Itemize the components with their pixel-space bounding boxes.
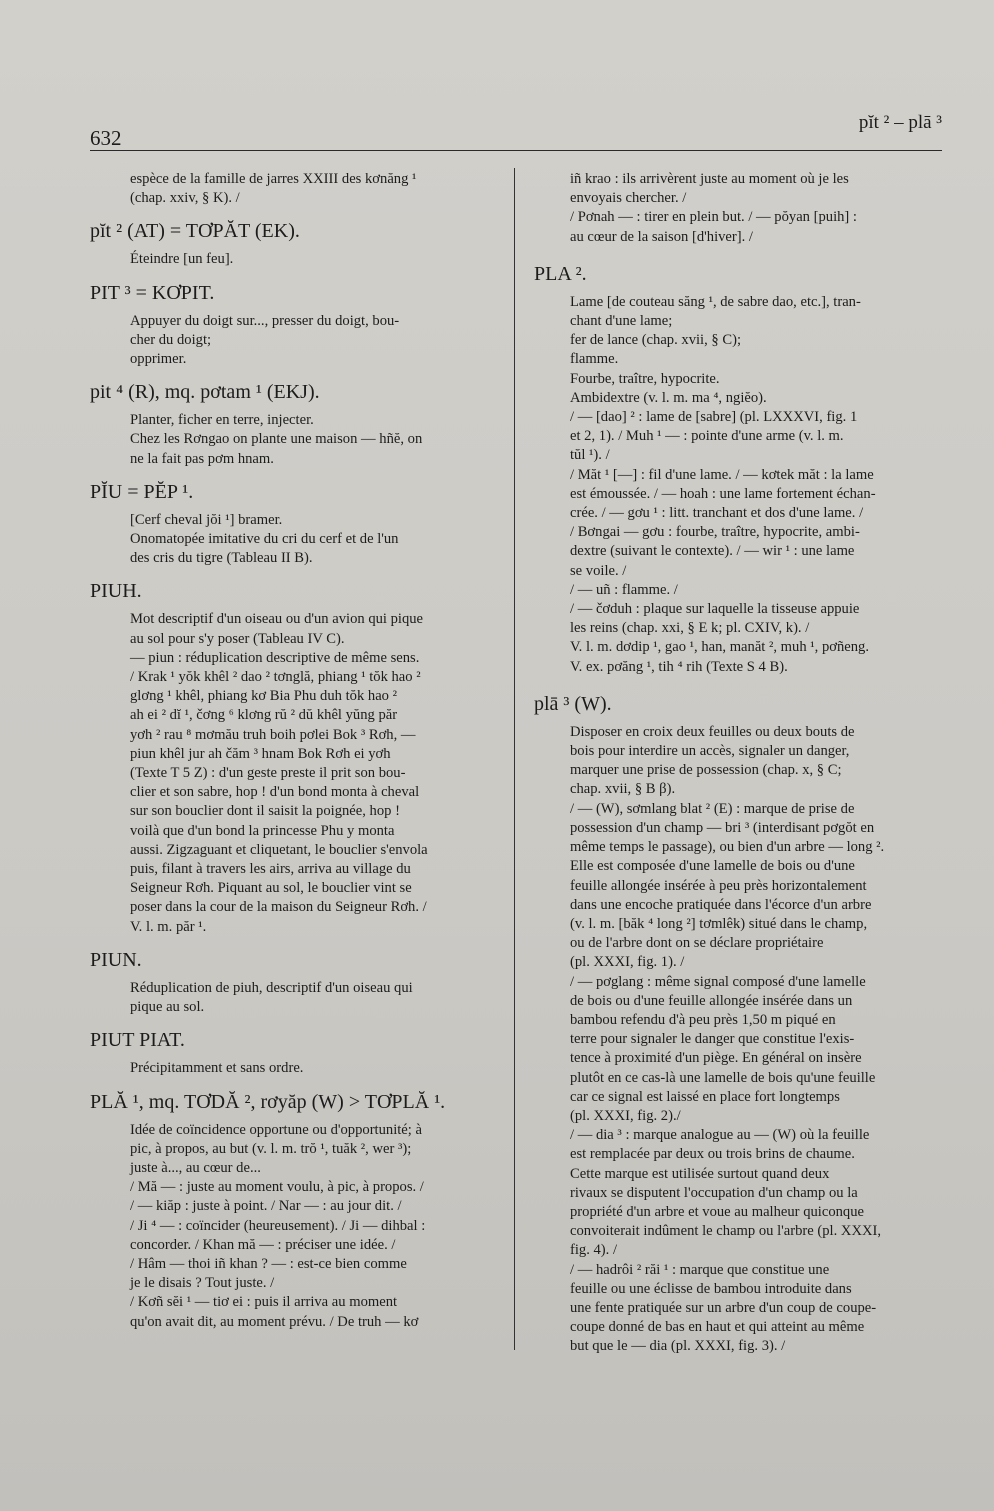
column-divider [514,168,515,1350]
text-line: des cris du tigre (Tableau II B). [130,550,313,567]
text-line: fig. 4). / [570,1242,618,1259]
headword: PLA ². [534,262,587,285]
text-line: feuille ou une éclisse de bambou introduite dans [570,1280,852,1297]
text-line: / Mă — : juste au moment voulu, à pic, à propos. / [130,1179,424,1196]
text-line: chant d'une lame; [570,313,673,330]
text-line: [Cerf cheval jŏi ¹] bramer. [130,511,283,528]
text-line: poser dans la cour de la maison du Seigneur Rơh. / [130,899,427,916]
text-line: Appuyer du doigt sur..., presser du doigt, bou- [130,312,400,329]
text-line: pic, à propos, au but (v. l. m. trŏ ¹, tuăk ², wer ³); [130,1140,412,1157]
text-line: / — kiăp : juste à point. / Nar — : au jour dit. / [130,1198,402,1215]
dictionary-entry [536,261,941,677]
text-line: (v. l. m. [băk ⁴ long ²] tơmlêk) situé dans le champ, [570,915,868,932]
dictionary-entry [92,1027,504,1078]
text-line: au sol pour s'y poser (Tableau IV C). [130,630,345,647]
text-line: / Ji ⁴ — : coïncider (heureusement). / Ji — dihbal : [130,1217,426,1234]
continuation-text [130,170,504,208]
dictionary-entry [92,280,504,370]
text-line: Seigneur Rơh. Piquant au sol, le bouclier vint se [130,880,412,897]
text-line: (Texte T 5 Z) : d'un geste preste il prit son bou- [130,765,406,782]
text-line: car ce signal est laissé en place fort longtemps [570,1088,840,1105]
headword: PIT ³ = KƠPIT. [90,281,215,304]
text-line: propriété d'un arbre et voue au malheur quiconque [570,1203,864,1220]
text-line: Disposer en croix deux feuilles ou deux bouts de [570,723,855,740]
text-line: / — [dao] ² : lame de [sabre] (pl. LXXXVI, fig. 1 [570,409,858,426]
text-line: Chez les Rơngao on plante une maison — hñĕ, on [130,431,423,448]
text-line: ou de l'arbre dont on se déclare propriétaire [570,935,824,952]
dictionary-entry [92,379,504,469]
text-line: tence à proximité d'un piège. En général on insère [570,1050,862,1067]
text-line: convoiterait indûment le champ ou l'arbre (pl. XXXI, [570,1223,882,1240]
text-line: marquer une prise de possession (chap. x, § C; [570,762,842,779]
definition [130,511,504,569]
text-line: piun khêl jur ah čăm ³ hnam Bok Rơh ei yơh [130,745,391,762]
text-line: fer de lance (chap. xvii, § C); [570,332,741,349]
text-line: but que le — dia (pl. XXXI, fig. 3). / [570,1338,786,1355]
dictionary-entry [92,578,504,936]
text-line: Elle est composée d'une lamelle de bois ou d'une [570,858,855,875]
text-line: Réduplication de piuh, descriptif d'un oiseau qui [130,979,413,996]
text-line: terre pour signaler le danger que constitue l'exis- [570,1031,855,1048]
text-line: envoyais chercher. / [570,190,687,207]
definition [130,312,504,370]
text-line: chap. xvii, § B β). [570,781,676,798]
text-line: Idée de coïncidence opportune ou d'opportunité; à [130,1121,422,1138]
headword: PIUH. [90,580,142,603]
dictionary-entry [92,479,504,569]
text-line: feuille allongée insérée à peu près horizontalement [570,877,867,894]
text-line: — piun : réduplication descriptive de même sens. [130,649,420,666]
text-line: dextre (suivant le contexte). / — wir ¹ : une lame [570,543,855,560]
text-line: et 2, 1). / Muh ¹ — : pointe d'une arme (v. l. m. [570,428,844,445]
text-line: concorder. / Khan mă — : préciser une idée. / [130,1236,396,1253]
headword: plā ³ (W). [534,692,612,715]
definition [130,411,504,469]
text-line: puis, filant à travers les airs, arriva au village du [130,861,411,878]
text-line: crée. / — gơu ¹ : litt. tranchant et dos d'une lame. / [570,505,864,522]
definition [130,610,504,936]
definition [130,1059,504,1078]
continuation-text [570,170,941,247]
definition [130,1121,504,1332]
text-line: / Kơñ sĕi ¹ — tiơ ei : puis il arriva au moment [130,1294,398,1311]
text-line: voilà que d'un bond la princesse Phu y monta [130,822,395,839]
definition [130,979,504,1017]
text-line: est remplacée par deux ou trois brins de chaume. [570,1146,855,1163]
text-line: Précipitamment et sans ordre. [130,1060,304,1077]
text-line: coupe donné de bas en haut et qui atteint au même [570,1319,865,1336]
dictionary-entry [92,947,504,1017]
text-line: V. l. m. păr ¹. [130,918,207,935]
text-line: ah ei ² dĭ ¹, čơng ⁶ klơng rŭ ² dŭ khêl yŭng păr [130,707,398,724]
text-line: même temps le passage), ou bien d'un arbre — long ². [570,839,885,856]
text-line: iñ krao : ils arrivèrent juste au moment où je les [570,171,849,187]
page-header [90,112,942,150]
dictionary-entry [536,691,941,1357]
headword: PLĂ ¹, mq. TƠDĂ ², rơyăp (W) > TƠPLĂ ¹. [90,1090,446,1113]
text-line: les reins (chap. xxi, § E k; pl. CXIV, k). / [570,620,810,637]
text-line: clier et son sabre, hop ! d'un bond monta à cheval [130,784,420,801]
header-rule [90,150,942,151]
headword: PIUT PIAT. [90,1029,185,1052]
page-number: 632 [90,126,122,150]
text-line: une fente pratiquée sur un arbre d'un coup de coupe- [570,1299,877,1316]
text-line: sur son bouclier dont il saisit la poignée, hop ! [130,803,400,820]
text-line: je le disais ? Tout juste. / [130,1275,275,1292]
text-line: tŭl ¹). / [570,447,610,464]
text-line: bois pour interdire un accès, signaler un danger, [570,743,850,760]
text-line: (pl. XXXI, fig. 1). / [570,954,685,971]
text-line: Planter, ficher en terre, injecter. [130,412,314,429]
text-line: Mot descriptif d'un oiseau ou d'un avion qui pique [130,611,424,628]
text-line: cher du doigt; [130,331,212,348]
headword: pit ⁴ (R), mq. pơtam ¹ (EKJ). [90,381,320,404]
text-line: / — čơduh : plaque sur laquelle la tisseuse appuie [570,601,860,618]
text-line: au cœur de la saison [d'hiver]. / [570,228,753,245]
right-column [536,170,941,1367]
text-line: espèce de la famille de jarres XXIII des kơnăng ¹ [130,171,417,187]
text-line: / — dia ³ : marque analogue au — (W) où la feuille [570,1127,870,1144]
text-line: / Bơngai — gơu : fourbe, traître, hypocrite, ambi- [570,524,860,541]
running-head: pĭt ² – plā ³ [858,112,942,133]
text-line: yơh ² rau ⁸ mơmău truh boih pơlei Bok ³ Rơh, — [130,726,416,743]
text-line: Ambidextre (v. l. m. ma ⁴, ngiĕo). [570,389,767,406]
text-line: / — hadrôi ² răi ¹ : marque que constitue une [570,1261,830,1278]
text-line: / Pơnah — : tirer en plein but. / — pŏyan [puih] : [570,209,857,226]
headword: PĬU = PĔP ¹. [90,480,194,503]
text-line: pique au sol. [130,999,205,1016]
dictionary-entry [92,218,504,269]
headword: pĭt ² (AT) = TƠPĂT (EK). [90,220,300,243]
text-line: rivaux se disputent l'occupation d'un champ ou la [570,1184,858,1201]
definition [570,723,941,1357]
text-line: qu'on avait dit, au moment prévu. / De truh — kơ [130,1313,419,1330]
text-line: / — pơglang : même signal composé d'une lamelle [570,973,866,990]
text-line: opprimer. [130,351,187,368]
definition [130,250,504,269]
text-line: / Hâm — thoi iñ khan ? — : est-ce bien comme [130,1255,407,1272]
definition [570,293,941,677]
text-line: Cette marque est utilisée surtout quand deux [570,1165,830,1182]
text-line: possession d'un champ — bri ³ (interdisant pơgŏt en [570,819,875,836]
text-line: plutôt en ce cas-là une lamelle de bois qu'une feuille [570,1069,876,1086]
text-line: juste à..., au cœur de... [130,1159,261,1176]
text-line: Éteindre [un feu]. [130,251,234,268]
text-line: glơng ¹ khêl, phiang kơ Bia Phu duh tŏk hao ² [130,688,397,705]
dictionary-entry [92,1089,504,1332]
text-line: flamme. [570,351,619,368]
text-line: / — uñ : flamme. / [570,581,678,598]
text-line: (chap. xxiv, § K). / [130,190,240,207]
text-line: (pl. XXXI, fig. 2)./ [570,1107,681,1124]
text-line: Lame [de couteau săng ¹, de sabre dao, etc.], tran- [570,293,861,310]
text-line: Onomatopée imitative du cri du cerf et de l'un [130,531,399,548]
text-line: de bois ou d'une feuille allongée insérée dans un [570,992,853,1009]
text-line: / Măt ¹ [—] : fil d'une lame. / — kơtek măt : la lame [570,466,874,483]
text-line: se voile. / [570,562,627,579]
text-line: V. ex. pơăng ¹, tih ⁴ rih (Texte S 4 B). [570,658,788,675]
text-line: Fourbe, traître, hypocrite. [570,370,720,387]
text-line: aussi. Zigzaguant et cliquetant, le bouclier s'envola [130,841,428,858]
text-line: bambou refendu d'à peu près 1,50 m piqué en [570,1011,836,1028]
text-line: V. l. m. dơdip ¹, gao ¹, han, manăt ², muh ¹, pơñeng. [570,639,869,656]
text-line: / — (W), sơmlang blat ² (E) : marque de prise de [570,800,855,817]
left-column [92,170,504,1342]
text-line: dans une encoche pratiquée dans l'écorce d'un arbre [570,896,872,913]
text-line: / Krak ¹ yŏk khêl ² dao ² tơnglă, phiang ¹ tŏk hao ² [130,669,421,686]
text-line: ne la fait pas pơm hnam. [130,450,274,467]
headword: PIUN. [90,948,142,971]
text-line: est émoussée. / — hoah : une lame fortement échan- [570,485,876,502]
